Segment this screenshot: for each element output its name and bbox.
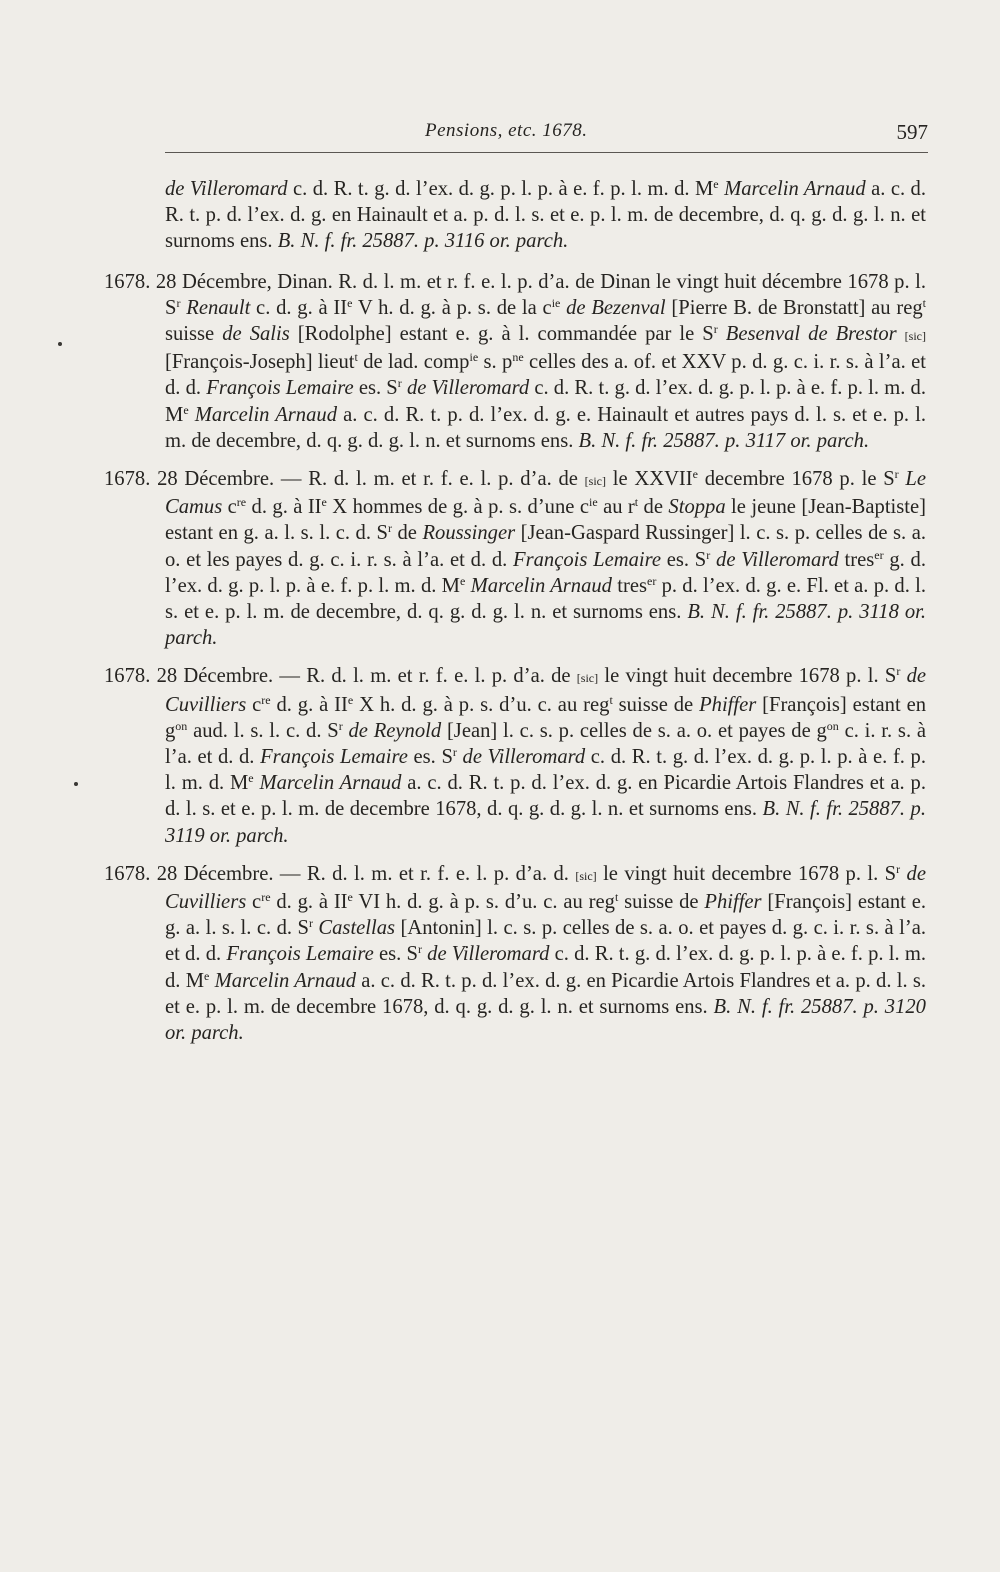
superscript: re [261, 692, 271, 707]
superscript: er [874, 547, 884, 562]
superscript: r [896, 664, 901, 679]
text-run: aud. l. s. l. c. d. S [187, 719, 339, 742]
superscript: ie [551, 295, 561, 310]
text-run: le XXVII [605, 468, 693, 491]
text-run: tres [611, 574, 647, 597]
italic-run: B. N. f. fr. 25887. p. 3120 or. parch. [165, 995, 926, 1045]
text-run: [Jean-Gaspard Russinger] l. c. s. p. celles de s. a. o. et les payes d. g. c. i. r. s. à l’a. et d. d. [165, 522, 927, 571]
text-run: suisse [165, 323, 223, 346]
text-run: 1678. 28 Décembre. — R. d. l. m. et r. f. e. l. p. d’a. de [104, 468, 585, 491]
text-run: au r [597, 496, 635, 519]
superscript: r [387, 521, 392, 536]
text-run: X h. d. g. à p. s. d’u. c. au reg [353, 693, 610, 716]
italic-run: François Lemaire [206, 377, 354, 400]
superscript: e [347, 890, 353, 905]
italic-run: Marcelin Arnaud [194, 403, 337, 426]
text-run: c [246, 891, 262, 914]
superscript: ie [588, 495, 598, 510]
text-run: tres [838, 548, 875, 571]
sic-note: [sic] [584, 474, 606, 489]
text-run: es. S [407, 746, 453, 769]
superscript: r [397, 376, 402, 391]
superscript: r [308, 916, 313, 931]
italic-run: de Villeromard [165, 178, 288, 200]
superscript: e [183, 402, 189, 417]
italic-run: Marcelin Arnaud [724, 178, 866, 200]
superscript: on [826, 718, 839, 733]
text-run [897, 323, 905, 345]
text-run: d. g. à II [270, 693, 348, 716]
text-run: [Jean] l. c. s. p. celles de s. a. o. et payes de g [441, 719, 827, 742]
text-run: es. S [661, 548, 707, 571]
text-run: decembre 1678 p. le S [697, 468, 895, 491]
text-run: a. c. d. R. t. p. d. l’ex. d. g. en Picardie Artois Flandres et a. p. d. l. s. et e. p. l. m. de decembre 1678, d. q. g. d. g. l. n. et surnoms ens. [165, 969, 927, 1018]
text-run: celles des a. of. et XXV p. d. g. c. i. r. s. à l’a. et d. d. [165, 351, 926, 400]
text-run: [François-Joseph] lieut [165, 351, 355, 374]
text-run [718, 323, 726, 345]
text-run: a. c. d. R. t. p. d. l’ex. d. g. en Picardie Artois Flandres et a. p. d. l. s. et e. p. l. m. de decembre 1678, d. q. g. d. g. l. n. et surnoms ens. [165, 772, 926, 821]
superscript: e [248, 771, 254, 786]
italic-run: Marcelin Arnaud [470, 574, 612, 597]
italic-run: B. N. f. fr. 25887. p. 3117 or. parch. [578, 429, 870, 452]
text-run: [Rodolphe] estant e. g. à l. commandée par le S [289, 323, 714, 346]
text-run: g. d. l’ex. d. g. p. l. p. à e. f. p. l. m. d. M [165, 548, 926, 597]
text-run: suisse de [612, 693, 700, 716]
entry [104, 663, 926, 848]
superscript: t [922, 295, 926, 310]
document-body [104, 176, 926, 1058]
text-run: 1678. 28 Décembre. — R. d. l. m. et r. f. e. l. p. d’a. de [104, 665, 577, 688]
text-run: le vingt huit decembre 1678 p. l. S [596, 862, 897, 885]
superscript: ie [469, 350, 479, 365]
superscript: ne [512, 350, 524, 365]
italic-run: B. N. f. fr. 25887. p. 3118 or. parch. [165, 601, 926, 650]
superscript: t [354, 350, 358, 365]
entry [104, 269, 926, 454]
superscript: re [236, 495, 247, 510]
italic-run: de Villeromard [716, 548, 839, 571]
italic-run: B. N. f. fr. 25887. p. 3119 or. parch. [165, 798, 926, 847]
superscript: e [692, 467, 698, 482]
superscript: r [896, 861, 901, 876]
text-run: d. g. à II [246, 496, 322, 519]
text-run: c. d. R. t. g. d. l’ex. d. g. p. l. p. à e. f. p. l. m. d. M [165, 943, 926, 992]
entry-continuation [104, 176, 926, 255]
superscript: e [459, 573, 466, 588]
text-run: suisse de [618, 891, 705, 914]
superscript: e [321, 495, 327, 510]
text-run: de [391, 522, 423, 545]
text-run: 1678. 28 Décembre, Dinan. R. d. l. m. et r. f. e. l. p. d’a. de Dinan le vingt huit décembre 1678 p. l. S [104, 270, 926, 319]
sic-note: [sic] [904, 329, 926, 344]
italic-run: Marcelin Arnaud [214, 969, 356, 992]
text-run: c. d. R. t. g. d. l’ex. d. g. p. l. p. à e. f. p. l. m. d. M [165, 377, 926, 426]
text-run: le vingt huit decembre 1678 p. l. S [598, 665, 897, 688]
entry [104, 861, 926, 1046]
text-run: [François] estant e. g. a. l. s. l. c. d. S [165, 891, 926, 940]
italic-run: Stoppa [668, 496, 726, 519]
superscript: t [609, 692, 613, 707]
superscript: er [647, 573, 657, 588]
superscript: e [347, 692, 354, 707]
margin-mark [74, 782, 78, 786]
italic-run: Phiffer [699, 693, 757, 716]
sic-note: [sic] [576, 671, 599, 686]
text-run: [François] estant en g [165, 693, 927, 742]
text-run: c. d. R. t. g. d. l’ex. d. g. p. l. p. à e. f. p. l. m. d. M [287, 178, 714, 200]
text-run: X hommes de g. à p. s. d’une c [326, 496, 589, 519]
page-number: 597 [896, 120, 928, 144]
italic-run: de Villeromard [406, 377, 530, 400]
italic-run: de Cuvilliers [165, 862, 926, 914]
superscript: re [261, 890, 271, 905]
italic-run: de Villeromard [427, 943, 550, 966]
italic-run: de Cuvilliers [165, 665, 926, 716]
italic-run: de Salis [222, 323, 290, 346]
text-run: p. d. l’ex. d. g. e. Fl. et a. p. d. l. s. et e. p. l. m. de decembre, d. q. g. d. g. l. n. et surnoms ens. [165, 574, 927, 624]
italic-run: Renault [186, 296, 251, 319]
italic-run: de Bezenval [566, 296, 666, 319]
italic-run: Le Camus [165, 468, 926, 519]
italic-run: François Lemaire [513, 548, 662, 571]
page-header [165, 116, 928, 153]
superscript: e [347, 295, 353, 310]
text-run: d. g. à II [270, 891, 348, 914]
text-run: VI h. d. g. à p. s. d’u. c. au reg [352, 891, 615, 914]
text-run: V h. d. g. à p. s. de la c [352, 296, 552, 319]
superscript: on [175, 718, 188, 733]
superscript: r [713, 322, 718, 337]
margin-mark [58, 342, 62, 346]
superscript: r [176, 295, 181, 310]
entry [104, 466, 926, 651]
text-run: es. S [353, 377, 398, 400]
text-run: s. p [478, 351, 513, 374]
text-run: c [222, 496, 237, 519]
superscript: t [614, 890, 619, 905]
italic-run: François Lemaire [226, 943, 374, 966]
text-run: c [246, 693, 262, 716]
text-run: c. d. R. t. g. d. l’ex. d. g. p. l. p. à e. f. p. l. m. d. M [165, 746, 926, 795]
text-run: de lad. comp [357, 351, 470, 374]
text-run: de [638, 496, 669, 519]
text-run: [Antonin] l. c. s. p. celles de s. a. o. et payes d. g. c. i. r. s. à l’a. et d. d. [165, 917, 926, 966]
text-run: c. i. r. s. à l’a. et d. d. [165, 719, 927, 769]
italic-run: François Lemaire [260, 746, 408, 769]
text-run: 1678. 28 Décembre. — R. d. l. m. et r. f. e. l. p. d’a. d. [104, 862, 576, 885]
text-run: le jeune [Jean-Baptiste] estant en g. a. l. s. l. c. d. S [165, 496, 927, 545]
italic-run: Roussinger [422, 522, 516, 545]
italic-run: Marcelin Arnaud [259, 772, 402, 795]
text-run: a. c. d. R. t. p. d. l’ex. d. g. en Hainault et a. p. d. l. s. et e. p. l. m. de decembre, d. q. g. d. g. l. n. et surnoms ens. [165, 178, 926, 253]
superscript: r [338, 718, 343, 733]
superscript: r [417, 942, 422, 957]
text-run: c. d. g. à II [250, 296, 348, 319]
superscript: r [894, 467, 899, 482]
text-run: es. S [373, 943, 418, 966]
superscript: r [706, 547, 711, 562]
superscript: e [204, 968, 210, 983]
superscript: t [634, 495, 639, 510]
italic-run: Castellas [318, 917, 396, 940]
superscript: e [713, 177, 719, 191]
italic-run: B. N. f. fr. 25887. p. 3116 or. parch. [277, 230, 569, 253]
superscript: r [452, 745, 457, 760]
italic-run: de Reynold [348, 719, 442, 742]
italic-run: de Villeromard [462, 746, 586, 769]
text-run: [Pierre B. de Bronstatt] au reg [665, 296, 923, 319]
italic-run: Phiffer [704, 891, 762, 914]
sic-note: [sic] [575, 868, 597, 883]
text-run: a. c. d. R. t. p. d. l’ex. d. g. e. Hainault et autres pays d. l. s. et e. p. l. m. de decembre, d. q. g. d. g. l. n. et surnoms ens. [165, 403, 927, 452]
italic-run: Besenval de Brestor [725, 323, 897, 346]
running-title: Pensions, etc. 1678. [425, 120, 588, 141]
